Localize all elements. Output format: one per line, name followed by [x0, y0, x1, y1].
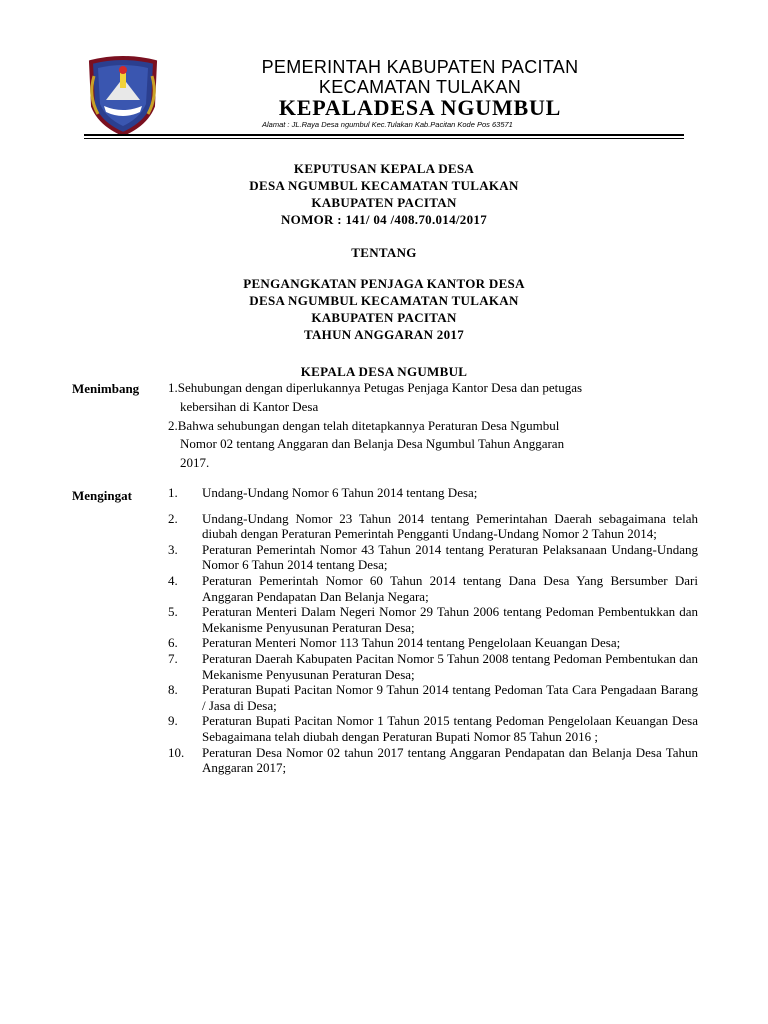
list-item-number: 10. [168, 744, 185, 760]
list-item [168, 511, 698, 542]
decree-village: DESA NGUMBUL KECAMATAN TULAKAN [249, 178, 519, 193]
issuer-title: KEPALA DESA NGUMBUL [300, 364, 468, 379]
about-year: TAHUN ANGGARAN 2017 [303, 327, 465, 342]
letterhead-government: PEMERINTAH KABUPATEN PACITAN [261, 57, 579, 77]
menimbang-line: 1.Sehubungan dengan diperlukannya Petugas Penjaga Kantor Desa dan petugas [168, 380, 583, 395]
list-item [168, 682, 698, 713]
about-subject: PENGANGKATAN PENJAGA KANTOR DESA [243, 276, 525, 291]
about-regency: KABUPATEN PACITAN [311, 310, 457, 325]
list-item-text: Undang-Undang Nomor 6 Tahun 2014 tentang Desa; [202, 485, 478, 500]
list-item-text: Undang-Undang Nomor 23 Tahun 2014 tentang Pemerintahan Daerah sebagaimana telah diubah dengan Peraturan Pemerintah Pengganti Undang-Undang Nomor 2 Tahun 2014; [202, 510, 698, 542]
menimbang-line: Nomor 02 tentang Anggaran dan Belanja Desa Ngumbul Tahun Anggaran [180, 436, 565, 451]
letterhead-village-head: KEPALADESA NGUMBUL [278, 95, 562, 120]
list-item [168, 542, 698, 573]
list-item [168, 604, 698, 635]
decree-title: KEPUTUSAN KEPALA DESA [293, 161, 475, 176]
menimbang-line: kebersihan di Kantor Desa [180, 399, 319, 414]
list-item-number: 4. [168, 572, 178, 588]
list-item-number: 9. [168, 713, 178, 729]
list-item [168, 485, 698, 501]
list-item-number: 2. [168, 510, 178, 526]
menimbang-line: 2.Bahwa sehubungan dengan telah ditetapkannya Peraturan Desa Ngumbul [168, 418, 560, 433]
list-item [168, 635, 698, 651]
list-item-number: 3. [168, 541, 178, 557]
list-item-number: 5. [168, 604, 178, 620]
list-item-text: Peraturan Bupati Pacitan Nomor 9 Tahun 2014 tentang Pedoman Tata Cara Pengadaan Barang / Jasa di Desa; [202, 682, 698, 713]
letterhead-address: Alamat : JL.Raya Desa ngumbul Kec.Tulakan Kab.Pacitan Kode Pos 63571 [262, 120, 513, 129]
list-item-text: Peraturan Menteri Dalam Negeri Nomor 29 Tahun 2006 tentang Pedoman Pembentukkan dan Mekanisme Penyusunan Peraturan Desa; [202, 604, 698, 635]
mengingat-list [168, 485, 698, 776]
letterhead-divider-thick [84, 134, 684, 136]
list-item [168, 651, 698, 682]
list-item-text: Peraturan Bupati Pacitan Nomor 1 Tahun 2015 tentang Pedoman Pengelolaan Keuangan Desa Sebagaimana telah diubah dengan Peraturan Bupati Nomor 85 Tahun 2016 ; [202, 713, 698, 744]
menimbang-line: 2017. [180, 455, 210, 470]
list-item-text: Peraturan Menteri Nomor 113 Tahun 2014 tentang Pengelolaan Keuangan Desa; [202, 635, 621, 651]
menimbang-label: Menimbang [72, 381, 140, 396]
about-village: DESA NGUMBUL KECAMATAN TULAKAN [249, 293, 519, 308]
letterhead-district: KECAMATAN TULAKAN [318, 77, 522, 97]
mengingat-label: Mengingat [72, 488, 132, 503]
regency-crest-icon [86, 56, 160, 136]
decree-regency: KABUPATEN PACITAN [311, 195, 457, 210]
list-item-text: Peraturan Pemerintah Nomor 60 Tahun 2014 tentang Dana Desa Yang Bersumber Dari Anggaran Pendapatan Dan Belanja Negara; [202, 572, 698, 604]
list-item-text: Peraturan Daerah Kabupaten Pacitan Nomor 5 Tahun 2008 tentang Pedoman Pembentukan dan Mekanisme Penyusunan Peraturan Desa; [202, 650, 698, 682]
list-item-number: 7. [168, 650, 178, 666]
list-item [168, 713, 698, 744]
about-label: TENTANG [351, 245, 417, 260]
letterhead-divider-thin [84, 138, 684, 139]
list-item [168, 745, 698, 776]
list-item-text: Peraturan Pemerintah Nomor 43 Tahun 2014 tentang Peraturan Pelaksanaan Undang-Undang Nomor 6 Tahun 2014 tentang Desa; [202, 541, 698, 573]
decree-number: NOMOR : 141/ 04 /408.70.014/2017 [280, 212, 488, 227]
list-item-text: Peraturan Desa Nomor 02 tahun 2017 tentang Anggaran Pendapatan dan Belanja Desa Tahun Anggaran 2017; [202, 744, 698, 776]
list-item-number: 1. [168, 485, 178, 500]
list-item-number: 6. [168, 635, 178, 651]
list-item-number: 8. [168, 682, 178, 698]
list-item [168, 573, 698, 604]
